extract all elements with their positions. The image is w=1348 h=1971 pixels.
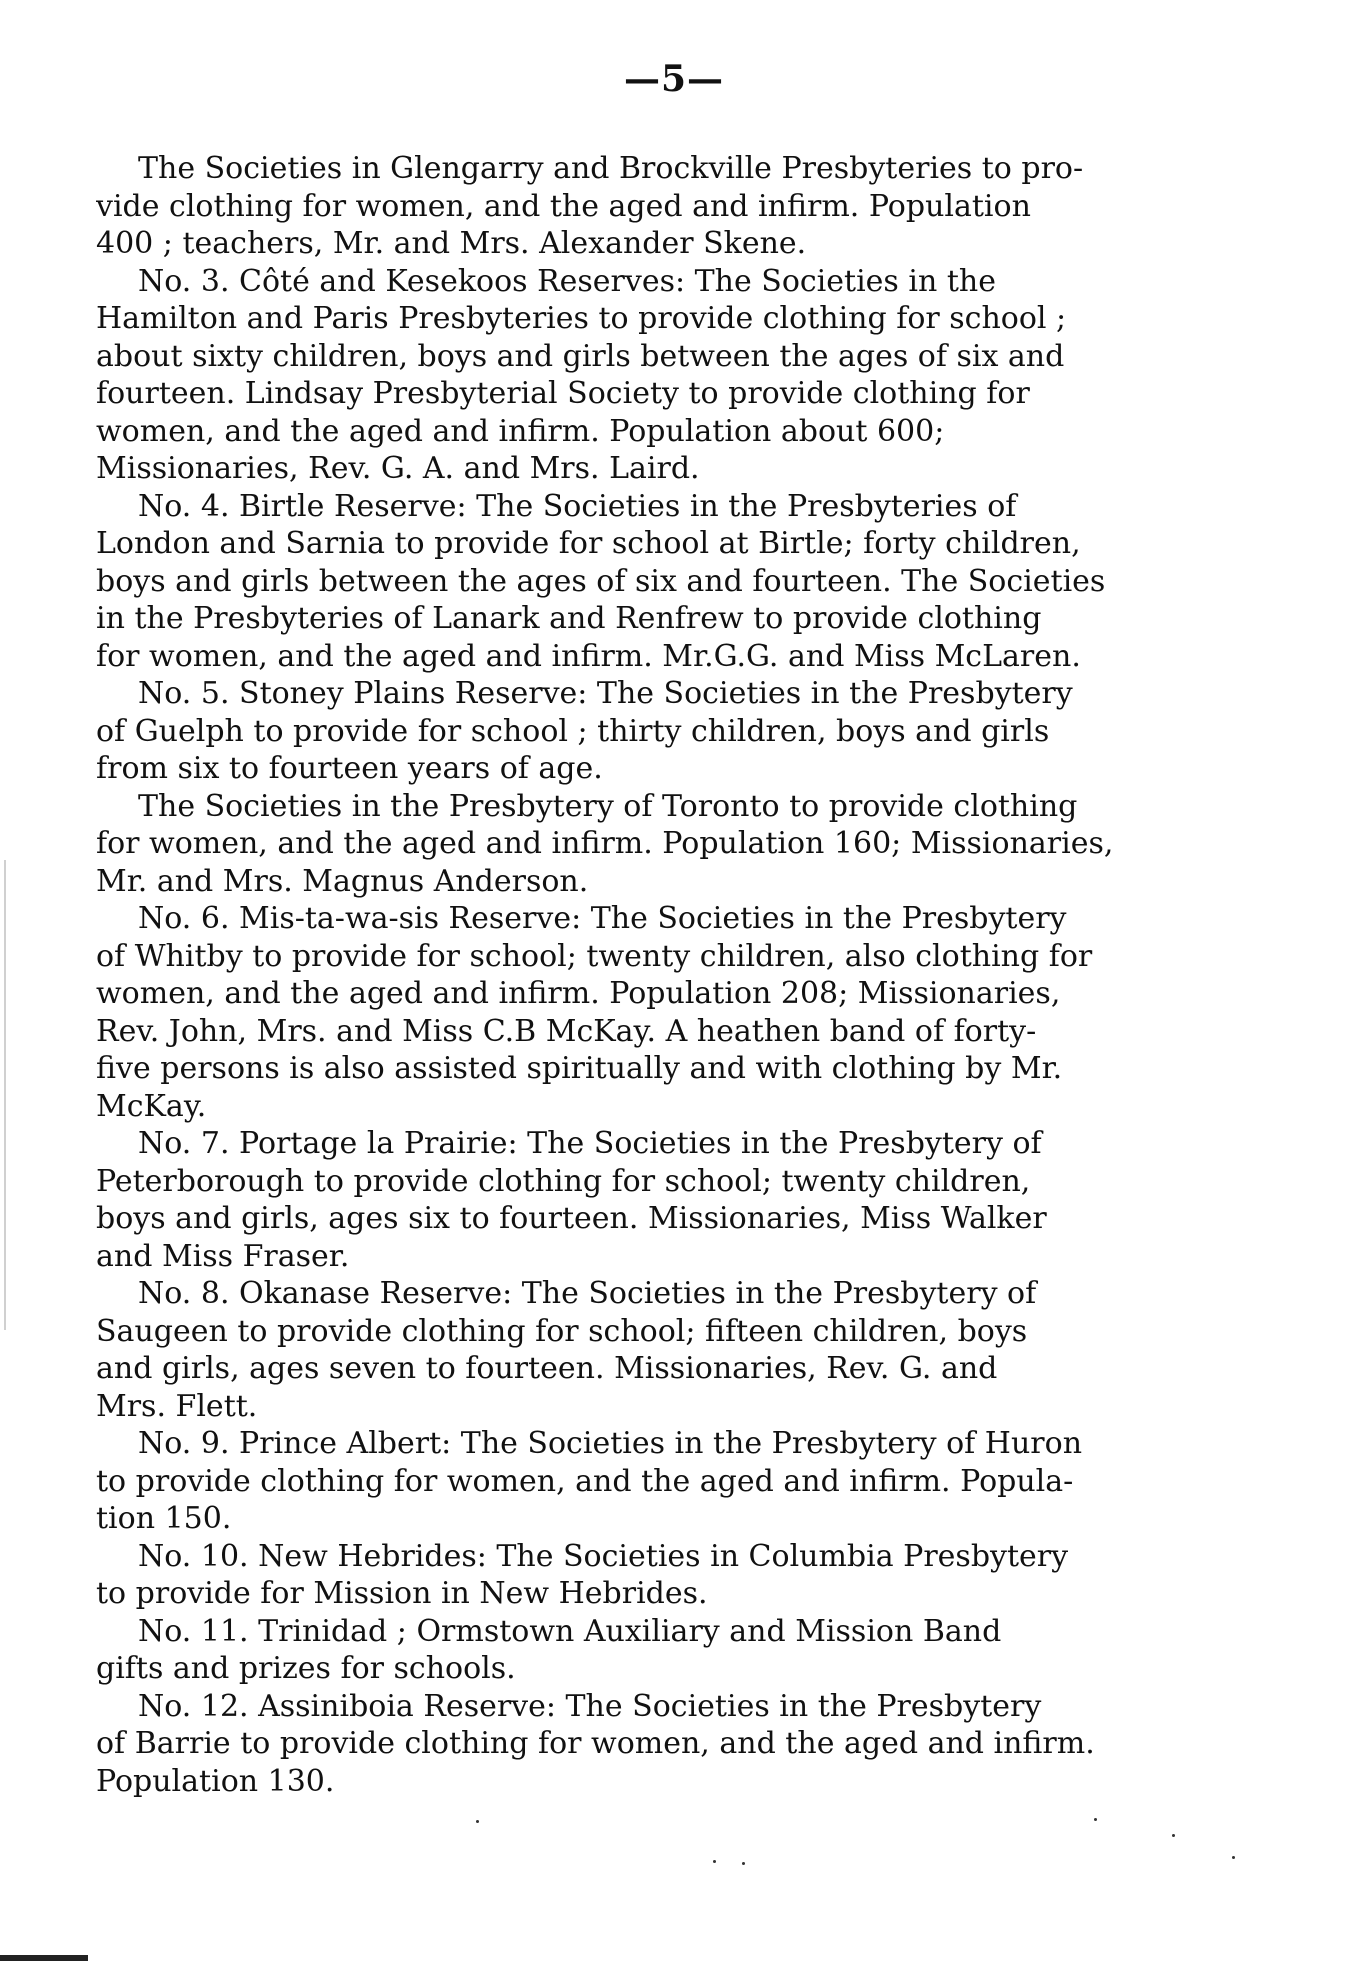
text-line: about sixty children, boys and girls between the ages of six and bbox=[96, 338, 1065, 374]
page-number: —5— bbox=[623, 58, 725, 100]
text-line: fourteen. Lindsay Presbyterial Society to provide clothing for bbox=[96, 376, 1030, 411]
text-line: for women, and the aged and infirm. Population 160; Missionaries, bbox=[96, 826, 1114, 861]
print-speck bbox=[1232, 1856, 1235, 1859]
print-speck bbox=[713, 1860, 716, 1863]
text-line: vide clothing for women, and the aged and infirm. Population bbox=[96, 188, 1031, 224]
text-line: and girls, ages seven to fourteen. Missionaries, Rev. G. and bbox=[96, 1351, 998, 1386]
text-line: The Societies in the Presbytery of Toronto to provide clothing bbox=[138, 788, 1078, 824]
text-line: of Barrie to provide clothing for women, and the aged and infirm. bbox=[96, 1726, 1095, 1761]
text-line: No. 9. Prince Albert: The Societies in the Presbytery of Huron bbox=[138, 1426, 1083, 1461]
text-line: boys and girls between the ages of six and fourteen. The Societies bbox=[96, 563, 1106, 599]
text-line: women, and the aged and infirm. Population 208; Missionaries, bbox=[96, 976, 1061, 1011]
text-line: Mrs. Flett. bbox=[96, 1388, 258, 1424]
text-line: No. 12. Assiniboia Reserve: The Societies in the Presbytery bbox=[138, 1688, 1042, 1724]
text-line: in the Presbyteries of Lanark and Renfrew to provide clothing bbox=[96, 601, 1042, 636]
body-text bbox=[96, 150, 1254, 1800]
text-line: Missionaries, Rev. G. A. and Mrs. Laird. bbox=[96, 451, 700, 486]
text-line: No. 4. Birtle Reserve: The Societies in the Presbyteries of bbox=[138, 488, 1017, 524]
bottom-rule bbox=[0, 1955, 88, 1961]
text-line: No. 5. Stoney Plains Reserve: The Societies in the Presbytery bbox=[138, 676, 1073, 711]
text-line: for women, and the aged and infirm. Mr.G.G. and Miss McLaren. bbox=[96, 638, 1081, 674]
text-line: Saugeen to provide clothing for school; fifteen children, boys bbox=[96, 1313, 1028, 1349]
text-line: 400 ; teachers, Mr. and Mrs. Alexander Skene. bbox=[96, 226, 807, 261]
text-line: McKay. bbox=[96, 1088, 207, 1124]
text-line: No. 6. Mis-ta-wa-sis Reserve: The Societies in the Presbytery bbox=[138, 901, 1067, 936]
text-line: five persons is also assisted spiritually and with clothing by Mr. bbox=[96, 1051, 1063, 1086]
scan-edge-mark bbox=[4, 860, 6, 1330]
print-speck bbox=[1094, 1818, 1097, 1821]
text-line: women, and the aged and infirm. Population about 600; bbox=[96, 413, 945, 449]
text-line: London and Sarnia to provide for school at Birtle; forty children, bbox=[96, 526, 1081, 561]
text-line: Peterborough to provide clothing for school; twenty children, bbox=[96, 1163, 1031, 1199]
text-line: boys and girls, ages six to fourteen. Missionaries, Miss Walker bbox=[96, 1201, 1047, 1236]
print-speck bbox=[742, 1862, 745, 1865]
print-speck bbox=[1172, 1834, 1175, 1837]
text-line: No. 11. Trinidad ; Ormstown Auxiliary and Mission Band bbox=[138, 1613, 1002, 1649]
text-line: Mr. and Mrs. Magnus Anderson. bbox=[96, 863, 589, 899]
text-line: Rev. John, Mrs. and Miss C.B McKay. A heathen band of forty- bbox=[96, 1013, 1037, 1049]
text-line: gifts and prizes for schools. bbox=[96, 1651, 516, 1686]
text-line: No. 10. New Hebrides: The Societies in Columbia Presbytery bbox=[138, 1538, 1069, 1574]
text-line: Hamilton and Paris Presbyteries to provide clothing for school ; bbox=[96, 301, 1067, 336]
text-line: of Guelph to provide for school ; thirty children, boys and girls bbox=[96, 713, 1050, 749]
text-line: to provide clothing for women, and the aged and infirm. Popula- bbox=[96, 1463, 1074, 1499]
text-line: of Whitby to provide for school; twenty children, also clothing for bbox=[96, 938, 1093, 974]
text-line: The Societies in Glengarry and Brockville Presbyteries to pro- bbox=[138, 151, 1084, 186]
text-line: No. 8. Okanase Reserve: The Societies in the Presbytery of bbox=[138, 1276, 1037, 1311]
text-line: and Miss Fraser. bbox=[96, 1238, 350, 1274]
text-line: to provide for Mission in New Hebrides. bbox=[96, 1576, 708, 1611]
text-line: from six to fourteen years of age. bbox=[96, 751, 603, 786]
print-speck bbox=[476, 1820, 479, 1823]
text-line: No. 3. Côté and Kesekoos Reserves: The Societies in the bbox=[138, 263, 996, 299]
text-line: No. 7. Portage la Prairie: The Societies in the Presbytery of bbox=[138, 1126, 1042, 1161]
text-line: Population 130. bbox=[96, 1763, 335, 1799]
text-line: tion 150. bbox=[96, 1501, 232, 1536]
